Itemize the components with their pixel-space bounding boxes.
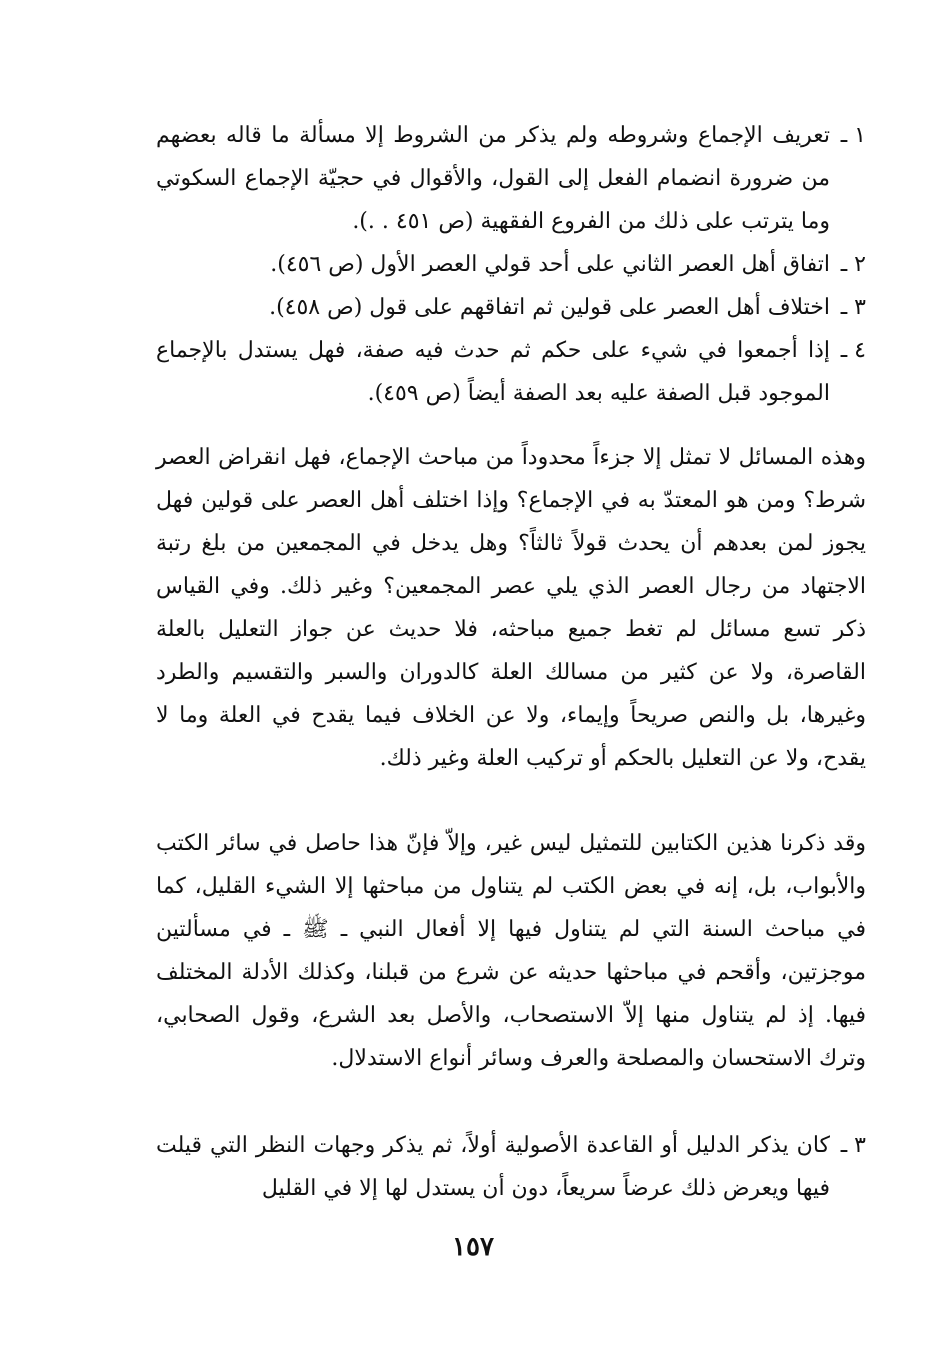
page-number: ١٥٧ — [452, 1232, 494, 1262]
list-item-text: تعريف الإجماع وشروطه ولم يذكر من الشروط إلا مسألة ما قاله بعضهم من ضرورة انضمام الفعل إلى القول، والأقوال في حجيّة الإجماع السكوتي وما يترتب على ذلك من الفروع الفقهية (ص ٤٥١ . .). — [156, 123, 830, 234]
paragraph-text: وقد ذكرنا هذين الكتابين للتمثيل ليس غير، وإلاّ فإنّ هذا حاصل في سائر الكتب والأبواب، بل، إنه في بعض الكتب لم يتناول من مباحثها إلا الشيء القليل، كما في مباحث السنة التي لم يتناول فيها إلا أفعال النبي ـ ﷺ ـ في مسألتين موجزتين، وأقحم في مباحثها حديثه عن شرع من قبلنا، وكذلك الأدلة المختلف فيها. إذ لم يتناول منها إلاّ الاستصحاب، والأصل بعد الشرع، وقول الصحابي، وترك الاستحسان والمصلحة والعرف وسائر أنواع الاستدلال. — [156, 831, 866, 1071]
body-paragraph — [156, 436, 866, 780]
list-item — [156, 286, 866, 329]
list-item-text: كان يذكر الدليل أو القاعدة الأصولية أولاً، ثم يذكر وجهات النظر التي قيلت فيها ويعرض ذلك عرضاً سريعاً، دون أن يستدل لها إلا في القليل — [156, 1133, 830, 1201]
list-item — [156, 243, 866, 286]
list-item-number: ٢ ـ — [840, 252, 866, 277]
paragraph-text: وهذه المسائل لا تمثل إلا جزءاً محدوداً من مباحث الإجماع، فهل انقراض العصر شرط؟ ومن هو المعتدّ به في الإجماع؟ وإذا اختلف أهل العصر على قولين فهل يجوز لمن بعدهم أن يحدث قولاً ثالثاً؟ وهل يدخل في المجمعين من بلغ رتبة الاجتهاد من رجال العصر الذي يلي عصر المجمعين؟ وغير ذلك. وفي القياس ذكر تسع مسائل لم تغط جميع مباحثه، فلا حديث عن جواز التعليل بالعلة القاصرة، ولا عن كثير من مسالك العلة كالدوران والسبر والتقسيم والطرد وغيرها، بل والنص صريحاً وإيماء، ولا عن الخلاف فيما يقدح في العلة وما لا يقدح، ولا عن التعليل بالحكم أو تركيب العلة وغير ذلك. — [156, 445, 866, 771]
list-item-number: ٣ ـ — [840, 295, 866, 320]
list-item-number: ٣ ـ — [840, 1133, 866, 1158]
list-item — [156, 114, 866, 243]
list-item — [156, 1124, 866, 1210]
numbered-list — [156, 114, 866, 415]
list-item-number: ٤ ـ — [840, 338, 866, 363]
list-item-text: اختلاف أهل العصر على قولين ثم اتفاقهم على قول (ص ٤٥٨). — [269, 295, 830, 320]
list-item-text: اتفاق أهل العصر الثاني على أحد قولي العصر الأول (ص ٤٥٦). — [270, 252, 830, 277]
list-item-number: ١ ـ — [840, 123, 866, 148]
list-item-text: إذا أجمعوا في شيء على حكم ثم حدث فيه صفة، فهل يستدل بالإجماع الموجود قبل الصفة عليه بعد الصفة أيضاً (ص ٤٥٩). — [156, 338, 830, 406]
list-item — [156, 329, 866, 415]
body-paragraph — [156, 822, 866, 1080]
numbered-list — [156, 1124, 866, 1210]
